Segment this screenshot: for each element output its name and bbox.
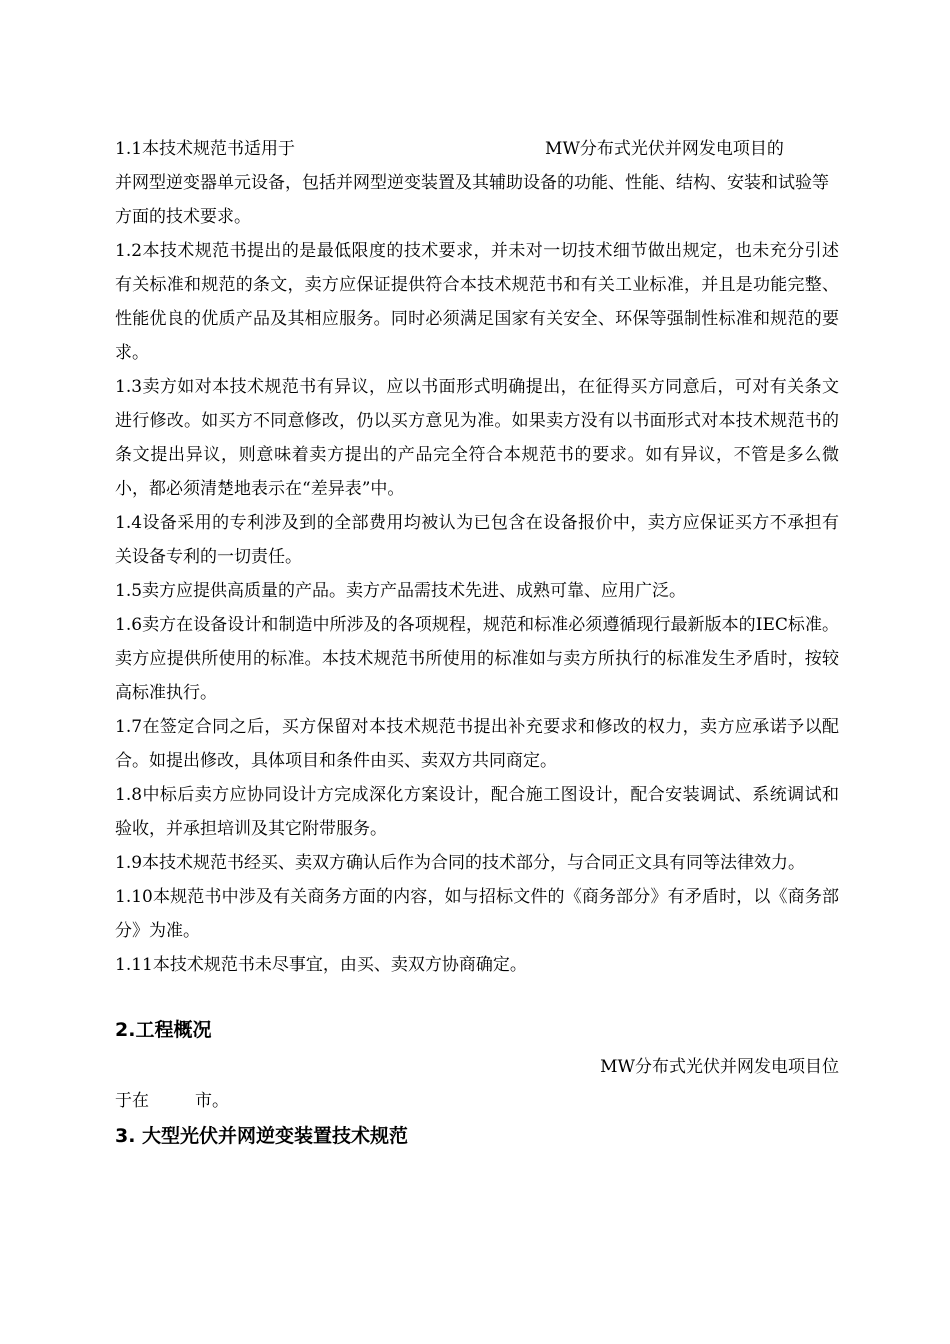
- clause-1-5: 1.5卖方应提供高质量的产品。卖方产品需技术先进、成熟可靠、应用广泛。: [115, 581, 687, 601]
- section-3-heading: 3. 大型光伏并网逆变装置技术规范: [115, 1125, 409, 1147]
- section-2-line-2: [115, 1084, 839, 1118]
- section-2-line-2-start: 于在: [115, 1091, 149, 1111]
- clause-1-10: 1.10本规范书中涉及有关商务方面的内容，如与招标文件的《商务部分》有矛盾时，以《商务部分》为准。: [115, 887, 839, 941]
- clause-1-1: [115, 132, 839, 234]
- clause-1-6: 1.6卖方在设备设计和制造中所涉及的各项规程，规范和标准必须遵循现行最新版本的IEC标准。卖方应提供所使用的标准。本技术规范书所使用的标准如与卖方所执行的标准发生矛盾时，按较高标准执行。: [115, 615, 839, 703]
- section-2-heading: 2.工程概况: [115, 1019, 212, 1041]
- clause-1-4: 1.4设备采用的专利涉及到的全部费用均被认为已包含在设备报价中，卖方应保证买方不承担有关设备专利的一切责任。: [115, 513, 839, 567]
- section-2-line-1: MW分布式光伏并网发电项目位: [600, 1057, 839, 1077]
- clause-1-1-rest: 并网型逆变器单元设备，包括并网型逆变装置及其辅助设备的功能、性能、结构、安装和试验等方面的技术要求。: [115, 173, 829, 227]
- clause-1-3: 1.3卖方如对本技术规范书有异议，应以书面形式明确提出，在征得买方同意后，可对有关条文进行修改。如买方不同意修改，仍以买方意见为准。如果卖方没有以书面形式对本技术规范书的条文提出异议，则意味着卖方提出的产品完全符合本规范书的要求。如有异议，不管是多么微小，都必须清楚地表示在“差异表”中。: [115, 377, 839, 499]
- section-2-line-2-end: 市。: [195, 1091, 229, 1111]
- clause-1-11: 1.11本技术规范书未尽事宜，由买、卖双方协商确定。: [115, 955, 527, 975]
- clause-1-1-start: 1.1本技术规范书适用于: [115, 139, 296, 159]
- clause-1-7: 1.7在签定合同之后，买方保留对本技术规范书提出补充要求和修改的权力，卖方应承诺予以配合。如提出修改，具体项目和条件由买、卖双方共同商定。: [115, 717, 839, 771]
- clause-1-2: 1.2本技术规范书提出的是最低限度的技术要求，并未对一切技术细节做出规定，也未充分引述有关标准和规范的条文，卖方应保证提供符合本技术规范书和有关工业标准，并且是功能完整、性能优良的优质产品及其相应服务。同时必须满足国家有关安全、环保等强制性标准和规范的要求。: [115, 241, 839, 363]
- clause-1-1-end: MW分布式光伏并网发电项目的: [545, 139, 784, 159]
- clause-1-9: 1.9本技术规范书经买、卖双方确认后作为合同的技术部分，与合同正文具有同等法律效力。: [115, 853, 806, 873]
- document-body: [115, 132, 839, 1154]
- clause-1-8: 1.8中标后卖方应协同设计方完成深化方案设计，配合施工图设计，配合安装调试、系统调试和验收，并承担培训及其它附带服务。: [115, 785, 839, 839]
